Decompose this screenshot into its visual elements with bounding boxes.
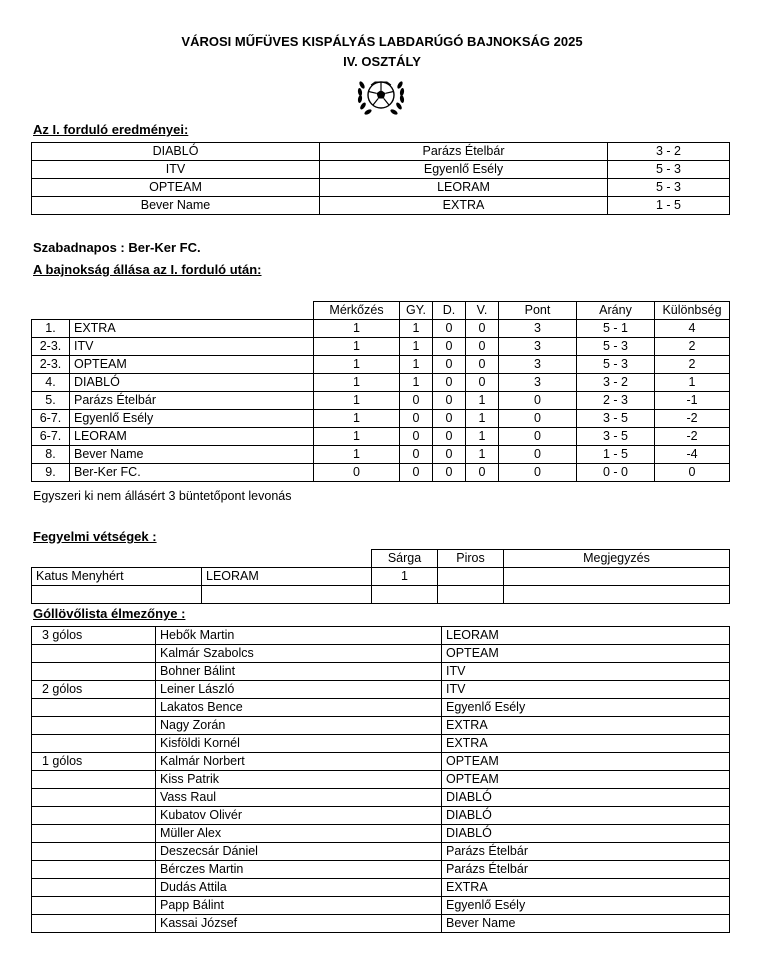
goals-group-cell: [32, 771, 156, 789]
home-team-cell: DIABLÓ: [32, 143, 320, 161]
team-cell: DIABLÓ: [442, 825, 730, 843]
wins-cell: 1: [400, 338, 433, 356]
player-cell: Bohner Bálint: [156, 663, 442, 681]
discipline-column-header: Piros: [438, 550, 504, 568]
team-cell: OPTEAM: [442, 771, 730, 789]
home-team-cell: ITV: [32, 161, 320, 179]
losses-cell: 1: [466, 410, 499, 428]
goal-difference-cell: -2: [655, 410, 730, 428]
player-cell: Kalmár Szabolcs: [156, 645, 442, 663]
score-cell: 5 - 3: [608, 161, 730, 179]
goals-group-cell: [32, 843, 156, 861]
goal-difference-cell: -1: [655, 392, 730, 410]
position-cell: 4.: [32, 374, 70, 392]
scorer-row: [32, 789, 730, 807]
home-team-cell: OPTEAM: [32, 179, 320, 197]
losses-cell: 1: [466, 392, 499, 410]
draws-cell: 0: [433, 374, 466, 392]
points-cell: 0: [499, 446, 577, 464]
played-cell: 1: [314, 374, 400, 392]
standings-row: [32, 356, 730, 374]
result-row: [32, 179, 730, 197]
position-cell: 5.: [32, 392, 70, 410]
away-team-cell: LEORAM: [320, 179, 608, 197]
player-cell: Kassai József: [156, 915, 442, 933]
team-cell: DIABLÓ: [442, 807, 730, 825]
player-cell: Hebők Martin: [156, 627, 442, 645]
losses-cell: 1: [466, 428, 499, 446]
team-cell: Bever Name: [442, 915, 730, 933]
player-cell: Leiner László: [156, 681, 442, 699]
team-cell: DIABLÓ: [70, 374, 314, 392]
goals-group-cell: [32, 897, 156, 915]
standings-column-header: GY.: [400, 302, 433, 320]
player-cell: Kubatov Olivér: [156, 807, 442, 825]
goals-group-cell: [32, 663, 156, 681]
away-team-cell: EXTRA: [320, 197, 608, 215]
points-cell: 0: [499, 428, 577, 446]
points-cell: 3: [499, 374, 577, 392]
team-cell: ITV: [442, 681, 730, 699]
team-cell: LEORAM: [70, 428, 314, 446]
draws-cell: 0: [433, 410, 466, 428]
scorer-row: [32, 897, 730, 915]
team-cell: EXTRA: [442, 735, 730, 753]
standings-table: [31, 301, 730, 482]
draws-cell: 0: [433, 428, 466, 446]
played-cell: 1: [314, 428, 400, 446]
goal-ratio-cell: 5 - 1: [577, 320, 655, 338]
standings-heading: A bajnokság állása az I. forduló után:: [33, 262, 262, 277]
draws-cell: 0: [433, 446, 466, 464]
player-cell: Lakatos Bence: [156, 699, 442, 717]
goals-group-cell: [32, 735, 156, 753]
discipline-row: [32, 586, 730, 604]
standings-column-header: Pont: [499, 302, 577, 320]
player-cell: [32, 586, 202, 604]
goal-ratio-cell: 3 - 2: [577, 374, 655, 392]
losses-cell: 0: [466, 356, 499, 374]
position-cell: 2-3.: [32, 338, 70, 356]
standings-row: [32, 428, 730, 446]
draws-cell: 0: [433, 392, 466, 410]
position-cell: 9.: [32, 464, 70, 482]
team-cell: ITV: [70, 338, 314, 356]
discipline-heading: Fegyelmi vétségek :: [33, 529, 157, 544]
player-cell: Dudás Attila: [156, 879, 442, 897]
player-cell: Vass Raul: [156, 789, 442, 807]
goal-ratio-cell: 5 - 3: [577, 356, 655, 374]
standings-column-header: V.: [466, 302, 499, 320]
result-row: [32, 161, 730, 179]
standings-column-header: Mérkőzés: [314, 302, 400, 320]
scorers-table: [31, 626, 730, 933]
team-cell: OPTEAM: [442, 753, 730, 771]
goals-group-cell: [32, 645, 156, 663]
goal-ratio-cell: 5 - 3: [577, 338, 655, 356]
team-cell: EXTRA: [70, 320, 314, 338]
team-cell: EXTRA: [442, 879, 730, 897]
red-card-cell: [438, 568, 504, 586]
player-cell: Katus Menyhért: [32, 568, 202, 586]
points-cell: 0: [499, 410, 577, 428]
away-team-cell: Parázs Ételbár: [320, 143, 608, 161]
goal-ratio-cell: 0 - 0: [577, 464, 655, 482]
team-cell: Parázs Ételbár: [442, 843, 730, 861]
score-cell: 3 - 2: [608, 143, 730, 161]
scorers-heading: Góllövőlista élmezőnye :: [33, 606, 186, 621]
standings-row: [32, 392, 730, 410]
discipline-header-row: [32, 550, 730, 568]
red-card-cell: [438, 586, 504, 604]
goal-difference-cell: 0: [655, 464, 730, 482]
points-cell: 3: [499, 338, 577, 356]
draws-cell: 0: [433, 464, 466, 482]
discipline-column-header: Megjegyzés: [504, 550, 730, 568]
goal-ratio-cell: 2 - 3: [577, 392, 655, 410]
standings-column-header: Arány: [577, 302, 655, 320]
soccer-ball-laurel-icon: [355, 73, 407, 119]
goals-group-cell: [32, 861, 156, 879]
player-cell: Müller Alex: [156, 825, 442, 843]
empty-header-cell: [32, 302, 70, 320]
wins-cell: 0: [400, 392, 433, 410]
team-cell: LEORAM: [202, 568, 372, 586]
standings-row: [32, 320, 730, 338]
scorer-row: [32, 843, 730, 861]
points-cell: 3: [499, 356, 577, 374]
goal-ratio-cell: 1 - 5: [577, 446, 655, 464]
results-table: [31, 142, 730, 215]
standings-row: [32, 374, 730, 392]
scorer-row: [32, 627, 730, 645]
draws-cell: 0: [433, 356, 466, 374]
scorer-row: [32, 753, 730, 771]
goal-difference-cell: -2: [655, 428, 730, 446]
goal-difference-cell: 4: [655, 320, 730, 338]
wins-cell: 0: [400, 428, 433, 446]
team-cell: Bever Name: [70, 446, 314, 464]
points-cell: 0: [499, 464, 577, 482]
scorer-row: [32, 879, 730, 897]
goal-difference-cell: 2: [655, 338, 730, 356]
goal-ratio-cell: 3 - 5: [577, 410, 655, 428]
team-cell: ITV: [442, 663, 730, 681]
goals-group-cell: [32, 789, 156, 807]
wins-cell: 1: [400, 356, 433, 374]
scorer-row: [32, 825, 730, 843]
team-cell: EXTRA: [442, 717, 730, 735]
score-cell: 5 - 3: [608, 179, 730, 197]
draws-cell: 0: [433, 338, 466, 356]
points-cell: 0: [499, 392, 577, 410]
scorer-row: [32, 771, 730, 789]
draws-cell: 0: [433, 320, 466, 338]
division-title: IV. OSZTÁLY: [343, 54, 421, 69]
goal-difference-cell: -4: [655, 446, 730, 464]
note-cell: [504, 586, 730, 604]
empty-header-cell: [202, 550, 372, 568]
goals-group-cell: [32, 717, 156, 735]
standings-note: Egyszeri ki nem állásért 3 büntetőpont levonás: [33, 489, 292, 503]
note-cell: [504, 568, 730, 586]
played-cell: 1: [314, 446, 400, 464]
scorer-row: [32, 861, 730, 879]
team-cell: DIABLÓ: [442, 789, 730, 807]
wins-cell: 0: [400, 464, 433, 482]
empty-header-cell: [70, 302, 314, 320]
team-cell: Parázs Ételbár: [70, 392, 314, 410]
scorer-row: [32, 645, 730, 663]
goals-group-cell: 3 gólos: [32, 627, 156, 645]
empty-header-cell: [32, 550, 202, 568]
score-cell: 1 - 5: [608, 197, 730, 215]
goal-ratio-cell: 3 - 5: [577, 428, 655, 446]
discipline-table: [31, 549, 730, 604]
yellow-card-cell: [372, 586, 438, 604]
wins-cell: 1: [400, 374, 433, 392]
played-cell: 1: [314, 320, 400, 338]
player-cell: Kiss Patrik: [156, 771, 442, 789]
played-cell: 1: [314, 338, 400, 356]
goals-group-cell: [32, 825, 156, 843]
yellow-card-cell: 1: [372, 568, 438, 586]
scorer-row: [32, 663, 730, 681]
goals-group-cell: [32, 879, 156, 897]
standings-row: [32, 410, 730, 428]
position-cell: 2-3.: [32, 356, 70, 374]
played-cell: 1: [314, 392, 400, 410]
scorer-row: [32, 735, 730, 753]
wins-cell: 0: [400, 446, 433, 464]
team-cell: Egyenlő Esély: [442, 897, 730, 915]
standings-header-row: [32, 302, 730, 320]
played-cell: 1: [314, 410, 400, 428]
team-cell: Egyenlő Esély: [442, 699, 730, 717]
points-cell: 3: [499, 320, 577, 338]
position-cell: 6-7.: [32, 410, 70, 428]
losses-cell: 0: [466, 320, 499, 338]
player-cell: Papp Bálint: [156, 897, 442, 915]
losses-cell: 1: [466, 446, 499, 464]
position-cell: 1.: [32, 320, 70, 338]
goals-group-cell: [32, 699, 156, 717]
team-cell: LEORAM: [442, 627, 730, 645]
position-cell: 6-7.: [32, 428, 70, 446]
goal-difference-cell: 2: [655, 356, 730, 374]
team-cell: Parázs Ételbár: [442, 861, 730, 879]
goals-group-cell: [32, 915, 156, 933]
position-cell: 8.: [32, 446, 70, 464]
scorer-row: [32, 681, 730, 699]
standings-row: [32, 446, 730, 464]
results-heading: Az I. forduló eredményei:: [33, 122, 189, 137]
player-cell: Nagy Zorán: [156, 717, 442, 735]
team-cell: Ber-Ker FC.: [70, 464, 314, 482]
player-cell: Bérczes Martin: [156, 861, 442, 879]
goal-difference-cell: 1: [655, 374, 730, 392]
goals-group-cell: 2 gólos: [32, 681, 156, 699]
goals-group-cell: [32, 807, 156, 825]
wins-cell: 0: [400, 410, 433, 428]
player-cell: Deszecsár Dániel: [156, 843, 442, 861]
standings-column-header: Különbség: [655, 302, 730, 320]
team-cell: OPTEAM: [442, 645, 730, 663]
bye-text: Szabadnapos : Ber-Ker FC.: [33, 240, 201, 255]
discipline-row: [32, 568, 730, 586]
scorer-row: [32, 915, 730, 933]
scorer-row: [32, 699, 730, 717]
standings-column-header: D.: [433, 302, 466, 320]
standings-row: [32, 464, 730, 482]
team-cell: Egyenlő Esély: [70, 410, 314, 428]
team-cell: OPTEAM: [70, 356, 314, 374]
played-cell: 1: [314, 356, 400, 374]
wins-cell: 1: [400, 320, 433, 338]
scorer-row: [32, 717, 730, 735]
document-title: VÁROSI MŰFÜVES KISPÁLYÁS LABDARÚGÓ BAJNOKSÁG 2025: [181, 34, 583, 49]
home-team-cell: Bever Name: [32, 197, 320, 215]
away-team-cell: Egyenlő Esély: [320, 161, 608, 179]
player-cell: Kisföldi Kornél: [156, 735, 442, 753]
standings-row: [32, 338, 730, 356]
discipline-column-header: Sárga: [372, 550, 438, 568]
team-cell: [202, 586, 372, 604]
result-row: [32, 197, 730, 215]
result-row: [32, 143, 730, 161]
played-cell: 0: [314, 464, 400, 482]
losses-cell: 0: [466, 374, 499, 392]
losses-cell: 0: [466, 338, 499, 356]
losses-cell: 0: [466, 464, 499, 482]
goals-group-cell: 1 gólos: [32, 753, 156, 771]
scorer-row: [32, 807, 730, 825]
player-cell: Kalmár Norbert: [156, 753, 442, 771]
